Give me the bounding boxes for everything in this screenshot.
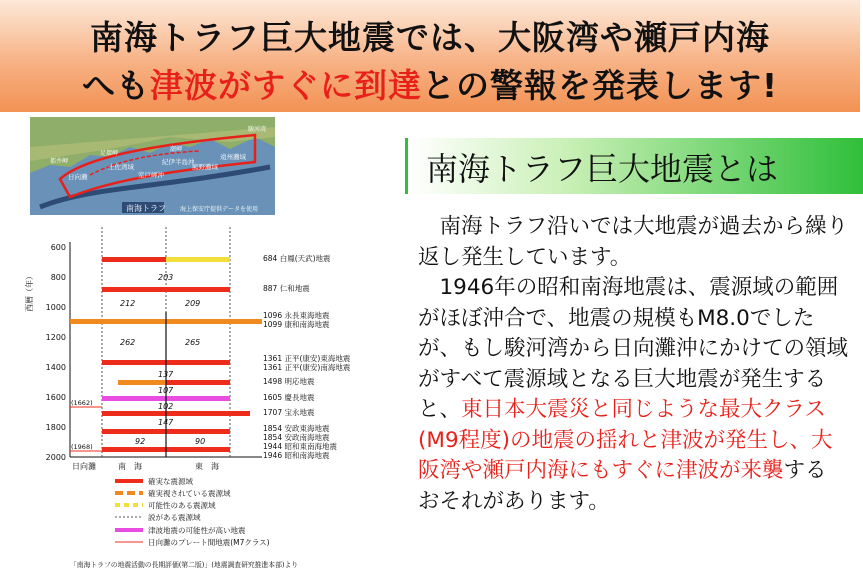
rupture-bar (166, 257, 230, 262)
headline-pre: へも (81, 66, 150, 105)
legend-label: 津波地震の可能性が高い地震 (148, 526, 246, 535)
map-label: 土佐湾域 (108, 163, 134, 171)
y-tick: 1000 (45, 303, 66, 312)
event-label: 684 白鳳(天武)地震 (263, 254, 331, 263)
interval-label: 90 (195, 437, 206, 446)
rupture-bar (166, 380, 230, 385)
event-label: 1707 宝永地震 (263, 408, 315, 417)
earthquake-history-chart (24, 227, 351, 569)
headline-red: 津波がすぐに到達 (149, 66, 422, 105)
y-axis-label: 西暦（年） (25, 272, 34, 312)
legend-label: 日向灘のプレート間地震(M7クラス) (148, 538, 270, 547)
map-label: 潮岬 (170, 146, 183, 153)
paragraph-1: 南海トラフ沿いでは大地震が過去から繰り返し発生しています。 (418, 214, 849, 270)
y-tick: 1200 (45, 333, 66, 342)
paragraph-2-post: するおそれがあります。 (418, 458, 827, 514)
interval-label: 147 (158, 418, 174, 427)
event-label: 1498 明応地震 (263, 377, 315, 386)
map-label: 熊野灘域 (192, 163, 218, 171)
interval-label: 203 (158, 273, 174, 282)
map-label: 足摺岬 (100, 150, 119, 157)
event-label: 1361 正平(康安)南海地震 (263, 363, 351, 372)
event-label: 1854 安政南海地震 (263, 433, 330, 442)
x-label: 東 海 (195, 462, 219, 471)
x-label: 日向灘 (72, 462, 96, 471)
map-label: 遠州灘域 (220, 153, 246, 161)
event-label: 1096 永長東海地震 (263, 311, 330, 320)
paragraph-2-pre: 1946年の昭和南海地震は、震源域の範囲がほぼ沖合で、地震の規模もM8.0でしたが、もし駿河湾から日向灘沖にかけての領域がすべて震源域となる巨大地震が発生すると、 (418, 275, 849, 422)
map-credit: 海上保安庁提供データを使用 (180, 206, 259, 213)
source-region-map (30, 117, 275, 215)
headline-line-1: 南海トラフ巨大地震では、大阪湾や瀬戸内海 (90, 18, 770, 57)
explanation-text (418, 212, 848, 517)
map-label: 室戸岬沖 (138, 171, 164, 179)
section-title: 南海トラフ巨大地震とは (426, 150, 779, 188)
rupture-bar (102, 287, 230, 292)
side-year: (1968) (71, 443, 93, 451)
headline-banner (0, 0, 860, 112)
interval-label: 212 (120, 299, 136, 308)
map-label: 駿河湾 (248, 126, 267, 133)
paragraph-2-red: 東日本大震災と同じような最大クラス(M9程度)の地震の揺れと津波が発生し、大阪湾や瀬戸内海にもすぐに津波が来襲 (418, 397, 833, 483)
y-tick: 2000 (45, 453, 66, 462)
rupture-bar (118, 380, 166, 385)
event-label: 1946 昭和南海地震 (263, 451, 330, 460)
interval-label: 107 (158, 386, 174, 395)
paragraph-2 (418, 273, 848, 517)
interval-label: 92 (135, 437, 146, 446)
legend-swatch (115, 528, 143, 532)
legend-swatch (115, 479, 143, 483)
legend-label: 確実視されている震源域 (148, 489, 231, 498)
y-tick: 600 (50, 243, 66, 252)
interval-label: 265 (185, 338, 201, 347)
section-title-box (405, 138, 863, 194)
event-label: 1099 康和南海地震 (263, 320, 330, 329)
legend-label: 説がある震源域 (148, 513, 201, 522)
y-tick: 1400 (45, 363, 66, 372)
nankai-figure (25, 117, 390, 572)
event-label: 887 仁和地震 (263, 284, 310, 293)
y-tick: 1600 (45, 393, 66, 402)
event-label: 1944 昭和東南海地震 (263, 442, 337, 451)
legend-label: 確実な震源域 (148, 477, 193, 486)
map-label: 都井岬 (50, 158, 69, 165)
y-tick: 800 (50, 273, 66, 282)
rupture-bar (102, 257, 166, 262)
x-label: 南 海 (118, 462, 142, 471)
rupture-bar (102, 411, 250, 416)
chart-legend (115, 476, 270, 547)
event-label: 1605 慶長地震 (263, 393, 315, 402)
map-label: 紀伊半島沖 (162, 158, 195, 166)
event-label: 1854 安政東海地震 (263, 424, 330, 433)
trough-label: 南海トラフ (126, 204, 166, 213)
chart-source: 「南海トラフの地震活動の長期評価(第二版)」(地震調査研究推進本部)より (70, 561, 299, 569)
interval-label: 209 (185, 299, 201, 308)
event-label: 1361 正平(康安)東海地震 (263, 354, 351, 363)
headline-post: との警報を発表します! (421, 66, 779, 105)
legend-label: 可能性のある震源域 (148, 501, 216, 510)
figure-svg (25, 117, 390, 572)
headline-line-2 (0, 60, 860, 107)
map-label: 日向灘 (68, 173, 88, 181)
interval-label: 262 (120, 338, 136, 347)
y-tick: 1800 (45, 423, 66, 432)
interval-label: 137 (158, 370, 174, 379)
side-year: (1662) (71, 399, 93, 407)
interval-label: 102 (158, 402, 174, 411)
